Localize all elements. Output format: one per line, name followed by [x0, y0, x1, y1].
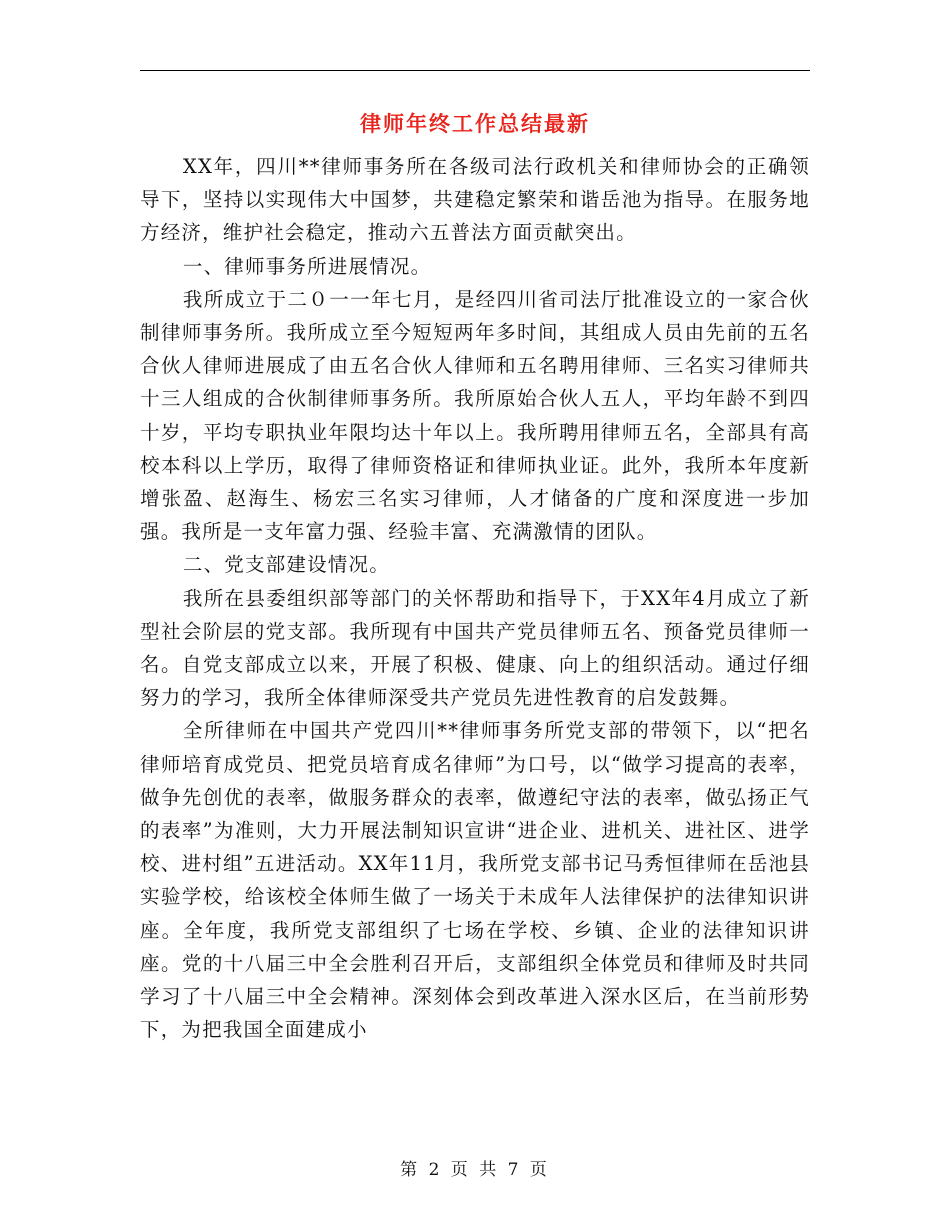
page-footer: 第 2 页 共 7 页 [400, 1160, 550, 1180]
paragraph: 全所律师在中国共产党四川**律师事务所党支部的带领下，以“把名律师培育成党员、把党员培育成名律师”为口号，以“做学习提高的表率，做争先创优的表率，做服务群众的表率，做遵纪守法的表率，做弘扬正气的表率”为准则，大力开展法制知识宣讲“进企业、进机关、进社区、进学校、进村组”五进活动。XX年11月，我所党支部书记马秀恒律师在岳池县实验学校，给该校全体师生做了一场关于未成年人法律保护的法律知识讲座。全年度，我所党支部组织了七场在学校、乡镇、企业的法律知识讲座。党的十八届三中全会胜利召开后，支部组织全体党员和律师及时共同学习了十八届三中全会精神。深刻体会到改革进入深水区后，在当前形势下，为把我国全面建成小 [140, 719, 810, 1042]
paragraph: 我所成立于二０一一年七月，是经四川省司法厅批准设立的一家合伙制律师事务所。我所成立至今短短两年多时间，其组成人员由先前的五名合伙人律师进展成了由五名合伙人律师和五名聘用律师、三名实习律师共十三人组成的合伙制律师事务所。我所原始合伙人五人，平均年龄不到四十岁，平均专职执业年限均达十年以上。我所聘用律师五名，全部具有高校本科以上学历，取得了律师资格证和律师执业证。此外，我所本年度新增张盈、赵海生、杨宏三名实习律师，人才储备的广度和深度进一步加强。我所是一支年富力强、经验丰富、充满激情的团队。 [140, 287, 810, 544]
document-title: 律师年终工作总结最新 [360, 111, 590, 136]
document-body [140, 150, 810, 1046]
section-heading: 一、律师事务所进展情况。 [182, 254, 432, 278]
paragraph: 我所在县委组织部等部门的关怀帮助和指导下，于XX年4月成立了新型社会阶层的党支部。我所现有中国共产党员律师五名、预备党员律师一名。自党支部成立以来，开展了积极、健康、向上的组织活动。通过仔细努力的学习，我所全体律师深受共产党员先进性教育的启发鼓舞。 [140, 586, 810, 710]
paragraph: XX年，四川**律师事务所在各级司法行政机关和律师协会的正确领导下，坚持以实现伟大中国梦，共建稳定繁荣和谐岳池为指导。在服务地方经济，维护社会稳定，推动六五普法方面贡献突出。 [140, 155, 810, 245]
section-heading: 二、党支部建设情况。 [182, 553, 390, 577]
header-rule [140, 70, 810, 71]
